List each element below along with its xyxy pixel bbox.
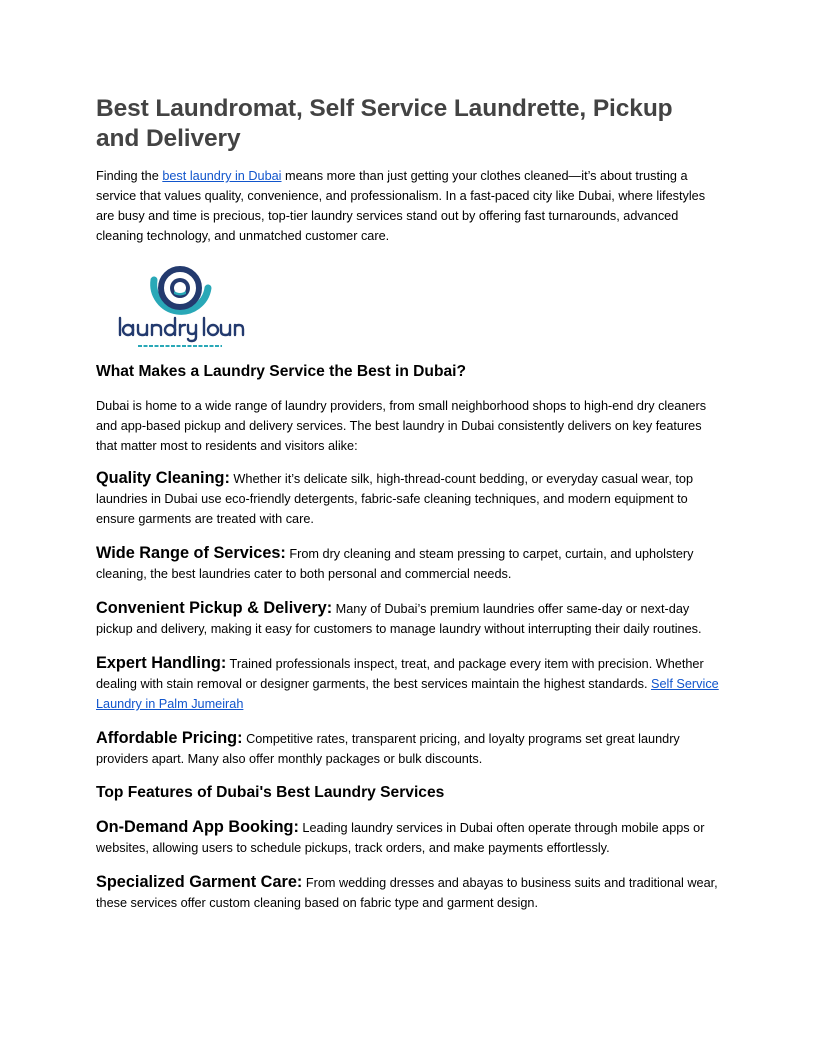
intro-paragraph: [96, 166, 722, 246]
feature-label: Specialized Garment Care:: [96, 873, 303, 891]
feature-wide-range: [96, 543, 722, 584]
intro-prefix: Finding the: [96, 169, 163, 183]
feature-text: Whether it’s delicate silk, high-thread-count bedding, or everyday casual wear, top laundries in Dubai use eco-friendly detergents, fabric-safe cleaning techniques, and modern equipment to ensure garments are treated with care.: [96, 472, 694, 526]
feature-text: From dry cleaning and steam pressing to carpet, curtain, and upholstery cleaning, the best laundries cater to both personal and commercial needs.: [96, 547, 694, 581]
section2-heading: Top Features of Dubai's Best Laundry Services: [96, 784, 445, 801]
section1-heading: What Makes a Laundry Service the Best in Dubai?: [96, 363, 467, 380]
washer-emblem-icon: [154, 269, 208, 311]
feature-app-booking: [96, 817, 722, 858]
feature-affordable-pricing: [96, 728, 722, 769]
feature-label: Quality Cleaning:: [96, 469, 230, 487]
feature-text: Many of Dubai’s premium laundries offer same-day or next-day pickup and delivery, making it easy for customers to manage laundry without interrupting their daily routines.: [96, 602, 702, 636]
feature-label: Convenient Pickup & Delivery:: [96, 599, 333, 617]
feature-text: Leading laundry services in Dubai often operate through mobile apps or websites, allowing users to schedule pickups, track orders, and make payments effortlessly.: [96, 821, 705, 855]
logo-wordmark-art: [120, 318, 243, 341]
feature-expert-handling: [96, 653, 722, 714]
logo-graphic: [96, 258, 246, 350]
feature-label: Wide Range of Services:: [96, 544, 286, 562]
section1-body: Dubai is home to a wide range of laundry providers, from small neighborhood shops to high-end dry cleaners and app-based pickup and delivery services. The best laundry in Dubai consistently delivers on key features that matter most to residents and visitors alike:: [96, 399, 707, 453]
feature-label: Expert Handling:: [96, 654, 227, 672]
feature-label: Affordable Pricing:: [96, 729, 243, 747]
laundry-lounge-logo: [96, 258, 246, 350]
intro-rest: means more than just getting your clothes cleaned—it’s about trusting a service that values quality, convenience, and professionalism. In a fast-paced city like Dubai, where lifestyles are busy and time is precious, top-tier laundry services stand out by offering fast turnarounds, advanced cleaning technology, and unmatched customer care.: [96, 169, 706, 243]
feature-garment-care: [96, 872, 722, 913]
feature-pickup-delivery: [96, 598, 722, 639]
feature-text: Trained professionals inspect, treat, and package every item with precision. Whether dealing with stain removal or designer garments, the best services maintain the highest standards.: [96, 657, 704, 691]
feature-text: From wedding dresses and abayas to business suits and traditional wear, these services offer custom cleaning based on fabric type and garment design.: [96, 876, 718, 910]
document-content: [96, 94, 722, 913]
feature-quality-cleaning: [96, 468, 722, 529]
palm-jumeirah-link[interactable]: Self Service Laundry in Palm Jumeirah: [96, 677, 719, 711]
feature-label: On-Demand App Booking:: [96, 818, 299, 836]
best-laundry-link[interactable]: best laundry in Dubai: [162, 169, 282, 183]
feature-text: Competitive rates, transparent pricing, and loyalty programs set great laundry providers apart. Many also offer monthly packages or bulk discounts.: [96, 732, 680, 766]
page-title: Best Laundromat, Self Service Laundrette, Pickup and Delivery: [96, 95, 673, 152]
